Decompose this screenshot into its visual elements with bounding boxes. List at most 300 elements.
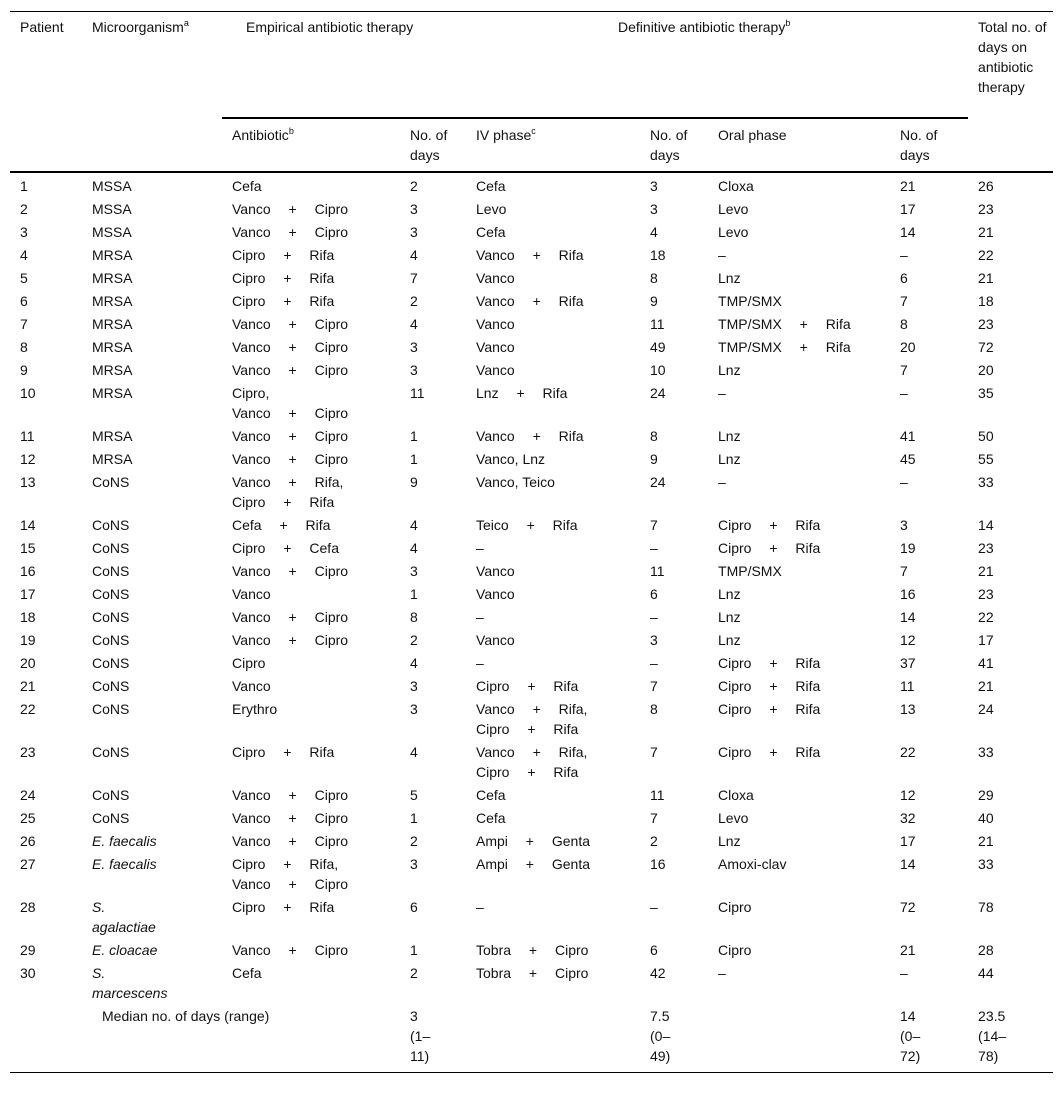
cell-emp-days: 4 — [410, 316, 418, 332]
cell-patient: 13 — [20, 474, 36, 490]
median-iv-days: 7.5 (0– 49) — [650, 1008, 671, 1064]
cell-iv-days: – — [650, 609, 658, 625]
cell-oral-days: 3 — [900, 517, 908, 533]
cell-iv-days: 7 — [650, 744, 658, 760]
cell-total: 24 — [978, 701, 994, 717]
cell-iv-days: – — [650, 655, 658, 671]
cell-total: 29 — [978, 787, 994, 803]
cell-emp: Vanco + Rifa, Cipro + Rifa — [232, 474, 344, 510]
cell-oral: TMP/SMX — [718, 293, 782, 309]
cell-oral: Lnz — [718, 428, 741, 444]
cell-iv-days: 10 — [650, 362, 666, 378]
cell-emp: Vanco + Cipro — [232, 339, 349, 355]
table-row — [10, 380, 1053, 423]
cell-total: 41 — [978, 655, 994, 671]
cell-oral-days: 7 — [900, 362, 908, 378]
cell-emp: Vanco + Cipro — [232, 428, 349, 444]
cell-oral-days: – — [900, 385, 908, 401]
cell-oral: Cloxa — [718, 787, 754, 803]
table-row — [10, 696, 1053, 739]
cell-emp: Cipro, Vanco + Cipro — [232, 385, 349, 421]
cell-total: 21 — [978, 224, 994, 240]
cell-total: 26 — [978, 178, 994, 194]
cell-organism: CoNS — [92, 517, 130, 533]
cell-total: 50 — [978, 428, 994, 444]
cell-iv: Cefa — [476, 787, 506, 803]
cell-emp: Vanco — [232, 678, 271, 694]
table-row — [10, 469, 1053, 512]
cell-patient: 3 — [20, 224, 28, 240]
cell-patient: 21 — [20, 678, 36, 694]
cell-iv-days: 2 — [650, 833, 658, 849]
cell-iv-days: 11 — [650, 787, 665, 803]
cell-iv-days: 9 — [650, 293, 658, 309]
cell-patient: 26 — [20, 833, 36, 849]
cell-oral-days: 17 — [900, 201, 916, 217]
cell-total: 35 — [978, 385, 994, 401]
cell-organism: S. marcescens — [92, 965, 168, 1001]
cell-organism: CoNS — [92, 632, 130, 648]
cell-emp: Cipro + Rifa, Vanco + Cipro — [232, 856, 349, 892]
cell-oral: – — [718, 965, 726, 981]
cell-emp-days: 3 — [410, 701, 418, 717]
table-row — [10, 196, 1053, 219]
cell-iv-days: 8 — [650, 270, 658, 286]
cell-iv-days: 7 — [650, 810, 658, 826]
cell-iv-days: 24 — [650, 474, 666, 490]
cell-organism: E. cloacae — [92, 942, 158, 958]
cell-iv-days: 18 — [650, 247, 666, 263]
cell-organism: MRSA — [92, 316, 133, 332]
cell-oral: TMP/SMX — [718, 563, 782, 579]
cell-organism: CoNS — [92, 810, 130, 826]
cell-oral: Cipro + Rifa — [718, 540, 821, 556]
cell-emp-days: 11 — [410, 385, 425, 401]
cell-oral-days: 7 — [900, 293, 908, 309]
cell-total: 23 — [978, 586, 994, 602]
cell-iv: Vanco — [476, 563, 515, 579]
cell-oral-days: – — [900, 247, 908, 263]
footnote-c: c — [531, 126, 536, 136]
cell-iv-days: 24 — [650, 385, 666, 401]
cell-emp: Cipro + Rifa — [232, 899, 335, 915]
cell-oral-days: 12 — [900, 787, 916, 803]
cell-emp-days: 4 — [410, 655, 418, 671]
cell-oral: – — [718, 474, 726, 490]
cell-oral-days: 12 — [900, 632, 916, 648]
cell-emp-days: 2 — [410, 833, 418, 849]
footnote-a: a — [183, 18, 189, 28]
table-row — [10, 535, 1053, 558]
cell-iv: – — [476, 655, 484, 671]
cell-iv: Vanco + Rifa, Cipro + Rifa — [476, 744, 588, 780]
cell-oral-days: 37 — [900, 655, 916, 671]
cell-oral-days: 14 — [900, 856, 916, 872]
cell-oral: Levo — [718, 201, 749, 217]
cell-total: 14 — [978, 517, 994, 533]
cell-oral-days: 19 — [900, 540, 916, 556]
cell-iv: Cefa — [476, 224, 506, 240]
cell-emp-days: 3 — [410, 856, 418, 872]
cell-oral-days: 22 — [900, 744, 916, 760]
cell-emp: Cefa — [232, 178, 262, 194]
cell-organism: MRSA — [92, 339, 133, 355]
table-row — [10, 805, 1053, 828]
cell-patient: 17 — [20, 586, 36, 602]
header-definitive — [466, 12, 968, 119]
header-microorganism-label: Microorganism — [92, 19, 184, 35]
cell-patient: 5 — [20, 270, 28, 286]
cell-total: 21 — [978, 678, 994, 694]
cell-iv-days: 6 — [650, 586, 658, 602]
cell-iv: Cefa — [476, 810, 506, 826]
cell-patient: 10 — [20, 385, 36, 401]
cell-oral-days: 21 — [900, 178, 916, 194]
cell-oral-days: 13 — [900, 701, 916, 717]
cell-oral: Lnz — [718, 270, 741, 286]
cell-organism: E. faecalis — [92, 856, 157, 872]
median-total: 23.5 (14– 78) — [978, 1008, 1007, 1064]
table-row — [10, 782, 1053, 805]
cell-total: 21 — [978, 563, 994, 579]
cell-iv-days: 16 — [650, 856, 666, 872]
cell-patient: 28 — [20, 899, 36, 915]
table-row — [10, 172, 1053, 196]
header-total: Total no. of days on antibiotic therapy — [978, 19, 1047, 95]
cell-oral: Levo — [718, 810, 749, 826]
cell-emp-days: 1 — [410, 428, 418, 444]
cell-iv-days: 42 — [650, 965, 666, 981]
cell-iv: Vanco, Teico — [476, 474, 555, 490]
table-row — [10, 851, 1053, 894]
cell-emp-days: 2 — [410, 632, 418, 648]
cell-emp: Cefa — [232, 965, 262, 981]
cell-emp-days: 3 — [410, 224, 418, 240]
cell-iv-days: – — [650, 540, 658, 556]
cell-patient: 24 — [20, 787, 36, 803]
cell-total: 44 — [978, 965, 994, 981]
cell-iv: – — [476, 540, 484, 556]
cell-organism: MRSA — [92, 270, 133, 286]
cell-oral: Lnz — [718, 362, 741, 378]
cell-iv-days: 7 — [650, 517, 658, 533]
cell-iv-days: 9 — [650, 451, 658, 467]
cell-iv-days: 7 — [650, 678, 658, 694]
table-row — [10, 334, 1053, 357]
cell-patient: 18 — [20, 609, 36, 625]
cell-iv: Vanco + Rifa — [476, 428, 584, 444]
header-antibiotic — [222, 118, 400, 172]
cell-emp: Vanco + Cipro — [232, 201, 349, 217]
cell-oral-days: 17 — [900, 833, 916, 849]
cell-emp-days: 4 — [410, 517, 418, 533]
table-row — [10, 242, 1053, 265]
cell-patient: 25 — [20, 810, 36, 826]
table-row — [10, 219, 1053, 242]
cell-emp: Vanco + Cipro — [232, 316, 349, 332]
cell-patient: 4 — [20, 247, 28, 263]
table-row — [10, 288, 1053, 311]
cell-oral: Lnz — [718, 586, 741, 602]
cell-total: 17 — [978, 632, 994, 648]
cell-iv: Vanco — [476, 586, 515, 602]
cell-empty — [708, 1003, 890, 1073]
cell-total: 20 — [978, 362, 994, 378]
cell-total: 22 — [978, 247, 994, 263]
cell-total: 72 — [978, 339, 994, 355]
cell-emp-days: 2 — [410, 965, 418, 981]
cell-oral-days: 11 — [900, 678, 915, 694]
cell-iv-days: – — [650, 899, 658, 915]
cell-total: 21 — [978, 833, 994, 849]
cell-total: 40 — [978, 810, 994, 826]
table-row — [10, 828, 1053, 851]
cell-oral-days: 32 — [900, 810, 916, 826]
cell-patient: 16 — [20, 563, 36, 579]
cell-iv: – — [476, 899, 484, 915]
cell-iv-days: 6 — [650, 942, 658, 958]
table-body — [10, 172, 1053, 1073]
cell-iv-days: 4 — [650, 224, 658, 240]
cell-oral-days: 7 — [900, 563, 908, 579]
cell-patient: 27 — [20, 856, 36, 872]
cell-patient: 8 — [20, 339, 28, 355]
cell-oral-days: – — [900, 965, 908, 981]
cell-emp: Erythro — [232, 701, 278, 717]
cell-total: 18 — [978, 293, 994, 309]
cell-emp: Vanco + Cipro — [232, 609, 349, 625]
cell-emp: Cipro + Rifa — [232, 270, 335, 286]
cell-oral: Levo — [718, 224, 749, 240]
table-row — [10, 265, 1053, 288]
header-definitive-label: Definitive antibiotic therapy — [618, 19, 786, 35]
cell-iv-days: 3 — [650, 201, 658, 217]
cell-emp: Cipro + Rifa — [232, 744, 335, 760]
cell-emp: Vanco — [232, 586, 271, 602]
cell-iv-days: 8 — [650, 428, 658, 444]
cell-total: 28 — [978, 942, 994, 958]
cell-iv-days: 3 — [650, 632, 658, 648]
cell-emp-days: 7 — [410, 270, 418, 286]
cell-iv: Vanco, Lnz — [476, 451, 546, 467]
cell-oral: – — [718, 385, 726, 401]
cell-iv-days: 8 — [650, 701, 658, 717]
cell-organism: CoNS — [92, 474, 130, 490]
cell-oral: Lnz — [718, 833, 741, 849]
cell-patient: 6 — [20, 293, 28, 309]
cell-oral: Amoxi-clav — [718, 856, 787, 872]
cell-total: 33 — [978, 744, 994, 760]
cell-organism: MSSA — [92, 178, 132, 194]
cell-emp-days: 3 — [410, 362, 418, 378]
cell-iv-days: 49 — [650, 339, 666, 355]
table-row — [10, 894, 1053, 937]
cell-emp-days: 9 — [410, 474, 418, 490]
cell-emp: Vanco + Cipro — [232, 810, 349, 826]
cell-oral-days: 8 — [900, 316, 908, 332]
cell-iv: Vanco — [476, 632, 515, 648]
cell-patient: 2 — [20, 201, 28, 217]
cell-emp-days: 2 — [410, 178, 418, 194]
cell-iv: Vanco — [476, 339, 515, 355]
cell-iv: Ampi + Genta — [476, 856, 591, 872]
header-antibiotic-label: Antibiotic — [232, 127, 289, 143]
table-row — [10, 937, 1053, 960]
cell-emp-days: 1 — [410, 942, 418, 958]
cell-emp-days: 3 — [410, 563, 418, 579]
cell-oral: TMP/SMX + Rifa — [718, 339, 851, 355]
cell-iv: Vanco — [476, 270, 515, 286]
header-oral-phase: Oral phase — [708, 118, 890, 172]
cell-iv: Tobra + Cipro — [476, 965, 589, 981]
header-iv-phase-label: IV phase — [476, 127, 532, 143]
table-row — [10, 739, 1053, 782]
cell-organism: MRSA — [92, 247, 133, 263]
cell-emp: Vanco + Cipro — [232, 563, 349, 579]
header-iv-phase — [466, 118, 640, 172]
table-row — [10, 673, 1053, 696]
cell-organism: MRSA — [92, 362, 133, 378]
cell-oral: Cipro — [718, 942, 752, 958]
cell-emp: Cipro — [232, 655, 266, 671]
cell-oral: Cipro + Rifa — [718, 655, 821, 671]
cell-oral-days: 20 — [900, 339, 916, 355]
cell-total: 55 — [978, 451, 994, 467]
cell-oral: Cipro + Rifa — [718, 744, 821, 760]
cell-oral-days: 14 — [900, 224, 916, 240]
cell-emp: Vanco + Cipro — [232, 451, 349, 467]
cell-emp-days: 4 — [410, 744, 418, 760]
cell-patient: 15 — [20, 540, 36, 556]
header-emp-days: No. of days — [400, 118, 466, 172]
cell-organism: MSSA — [92, 224, 132, 240]
cell-patient: 7 — [20, 316, 28, 332]
cell-oral: Cloxa — [718, 178, 754, 194]
cell-organism: MRSA — [92, 385, 133, 401]
cell-oral-days: – — [900, 474, 908, 490]
cell-oral-days: 16 — [900, 586, 916, 602]
cell-iv: Lnz + Rifa — [476, 385, 568, 401]
cell-oral-days: 21 — [900, 942, 916, 958]
cell-emp: Cipro + Cefa — [232, 540, 339, 556]
cell-total: 78 — [978, 899, 994, 915]
cell-iv: Ampi + Genta — [476, 833, 591, 849]
table-row — [10, 311, 1053, 334]
cell-emp: Vanco + Cipro — [232, 787, 349, 803]
cell-total: 23 — [978, 540, 994, 556]
cell-emp: Cipro + Rifa — [232, 293, 335, 309]
table-row — [10, 558, 1053, 581]
footnote-b: b — [785, 18, 791, 28]
cell-total: 33 — [978, 856, 994, 872]
cell-organism: CoNS — [92, 586, 130, 602]
cell-oral: Cipro + Rifa — [718, 678, 821, 694]
cell-organism: S. agalactiae — [92, 899, 156, 935]
cell-emp-days: 1 — [410, 586, 418, 602]
cell-oral: – — [718, 247, 726, 263]
cell-emp-days: 1 — [410, 810, 418, 826]
header-microorganism — [82, 12, 222, 173]
cell-emp-days: 1 — [410, 451, 418, 467]
cell-emp-days: 4 — [410, 247, 418, 263]
cell-patient: 11 — [20, 428, 35, 444]
table-row — [10, 423, 1053, 446]
cell-iv: Vanco — [476, 316, 515, 332]
cell-total: 23 — [978, 316, 994, 332]
cell-oral-days: 45 — [900, 451, 916, 467]
cell-patient: 12 — [20, 451, 36, 467]
cell-organism: CoNS — [92, 744, 130, 760]
cell-empty — [10, 1003, 82, 1073]
footnote-b: b — [288, 126, 294, 136]
cell-oral-days: 14 — [900, 609, 916, 625]
table-row — [10, 357, 1053, 380]
cell-iv: Levo — [476, 201, 507, 217]
cell-oral: Cipro — [718, 899, 752, 915]
cell-oral-days: 41 — [900, 428, 916, 444]
antibiotic-therapy-table — [10, 11, 1053, 1073]
cell-iv-days: 3 — [650, 178, 658, 194]
cell-iv: Tobra + Cipro — [476, 942, 589, 958]
cell-patient: 23 — [20, 744, 36, 760]
cell-iv: – — [476, 609, 484, 625]
cell-emp: Vanco + Cipro — [232, 362, 349, 378]
cell-emp-days: 3 — [410, 339, 418, 355]
cell-organism: CoNS — [92, 787, 130, 803]
cell-emp-days: 3 — [410, 201, 418, 217]
cell-emp-days: 3 — [410, 678, 418, 694]
cell-patient: 22 — [20, 701, 36, 717]
median-label: Median no. of days (range) — [102, 1008, 270, 1024]
cell-oral: Lnz — [718, 451, 741, 467]
median-oral-days: 14 (0– 72) — [900, 1008, 921, 1064]
cell-emp-days: 4 — [410, 540, 418, 556]
cell-organism: MRSA — [92, 293, 133, 309]
cell-total: 23 — [978, 201, 994, 217]
cell-total: 33 — [978, 474, 994, 490]
cell-iv: Cipro + Rifa — [476, 678, 579, 694]
cell-patient: 20 — [20, 655, 36, 671]
table-row — [10, 960, 1053, 1003]
cell-oral-days: 72 — [900, 899, 916, 915]
cell-iv: Vanco — [476, 362, 515, 378]
cell-iv-days: 11 — [650, 563, 665, 579]
cell-emp: Vanco + Cipro — [232, 942, 349, 958]
table-row — [10, 446, 1053, 469]
cell-iv: Cefa — [476, 178, 506, 194]
table-row — [10, 627, 1053, 650]
cell-patient: 1 — [20, 178, 28, 194]
cell-total: 22 — [978, 609, 994, 625]
cell-organism: MSSA — [92, 201, 132, 217]
cell-organism: E. faecalis — [92, 833, 157, 849]
cell-oral: Lnz — [718, 609, 741, 625]
cell-emp: Vanco + Cipro — [232, 632, 349, 648]
cell-emp-days: 2 — [410, 293, 418, 309]
cell-organism: CoNS — [92, 609, 130, 625]
cell-emp: Vanco + Cipro — [232, 833, 349, 849]
table-row — [10, 650, 1053, 673]
median-emp-days: 3 (1– 11) — [410, 1008, 431, 1064]
cell-oral: Cipro + Rifa — [718, 701, 821, 717]
cell-oral: Lnz — [718, 632, 741, 648]
cell-iv: Teico + Rifa — [476, 517, 578, 533]
cell-iv: Vanco + Rifa — [476, 293, 584, 309]
cell-organism: MRSA — [92, 428, 133, 444]
cell-emp: Cefa + Rifa — [232, 517, 331, 533]
header-patient: Patient — [20, 19, 64, 35]
header-iv-days: No. of days — [640, 118, 708, 172]
